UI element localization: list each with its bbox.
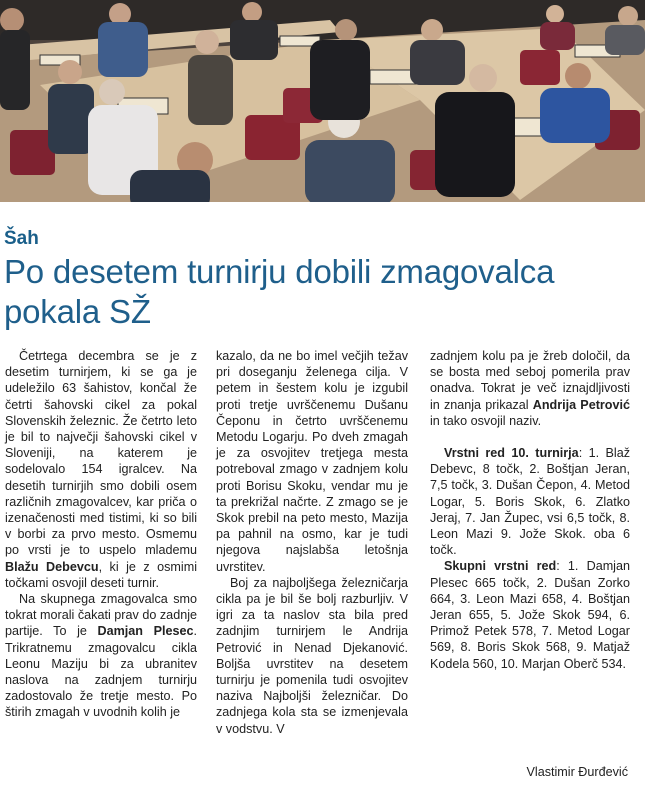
article-column-2 — [216, 348, 408, 737]
results-tournament-10: Vrstni red 10. turnirja: 1. Blaž Debevc, 8 točk, 2. Boštjan Jeran, 7,5 točk, 3. Dušan Čepon, 4. Metod Logar, 5. Boris Skok, 6. Zlatko Jeraj, 7. Jan Župec, vsi 6,5 točk, 8. Leon Mazi 9. Jože Skok. oba 6 točk. — [430, 446, 631, 558]
article-title: Po desetem turnirju dobili zmagovalca pokala SŽ — [4, 253, 555, 330]
paragraph: Četrtega decembra se je z desetim turnirjem, ki se ga je udeležilo 63 šahistov, končal že četrti šahovski cikel za pokal Slovenskih železnic. Že četrto leto je bil to največji šahovski cikel v Sloveniji, na katerem je sodelovalo 154 igralcev. Na desetih turnirjih smo dobili osem različnih zmagovalcev, kar priča o izenačenosti med tistimi, ki so bili v borbi za prvo mesto. Osmemu po vrsti je to uspelo mlademu Blažu Debevcu, ki je z osmimi točkami osvojil deseti turnir. — [5, 349, 197, 590]
paragraph: Na skupnega zmagovalca smo tokrat morali čakati prav do zadnje partije. To je Damjan Plesec. Trikratnemu zmagovalcu cikla Leonu Maziju bi za ubranitev naslova na zadnjem turnirju zadostovalo že tretje mesto. Po štirih zmagah v uvodnih kolih je — [5, 592, 197, 720]
section-label: Šah — [4, 228, 39, 249]
chess-tournament-photo — [0, 0, 645, 202]
results-overall: Skupni vrstni red: 1. Damjan Plesec 665 točk, 2. Dušan Zorko 664, 3. Leon Mazi 658, 4. Boštjan Jeran 655, 5. Jože Skok 594, 6. Primož Petek 578, 7. Metod Logar 569, 8. Boris Skok 568, 9. Matjaž Kodela 560, 10. Marjan Oberč 534. — [430, 559, 630, 671]
author-byline: Vlastimir Đurđević — [526, 765, 628, 779]
paragraph: kazalo, da ne bo imel večjih težav pri doseganju želenega cilja. V petem in šestem kolu je izgubil proti tretje uvrščenemu Dušanu Čeponu in četrto uvrščenemu Metodu Logarju. Po dveh zmagah je za osvojitev tretjega mesta potreboval zmago v zadnjem kolu proti Borisu Skoku, vendar mu je ta prekrižal načrte. Z zmago se je Skok prebil na peto mesto, Mazija pa pahnil na osmo, kar je tudi njegova najslabša letošnja uvrstitev. — [216, 349, 408, 574]
article-column-3 — [430, 348, 630, 672]
article-column-1 — [5, 348, 197, 721]
paragraph: zadnjem kolu pa je žreb določil, da se bosta med seboj pomerila prav onadva. Tokrat je več iznajdljivosti in znanja prikazal Andrija Petrović in tako osvojil naziv. — [430, 349, 630, 428]
paragraph: Boj za najboljšega železničarja cikla pa je bil še bolj razburljiv. V igri za ta naslov sta bila pred zadnjim turnirjem le Andrija Petrović in Nenad Djekanović. Boljša uvrstitev na desetem turnirju je pomenila tudi osvojitev naziva Najboljši železničar. Do zadnjega kola sta se izmenjevala v vodstvu. V — [216, 575, 408, 736]
